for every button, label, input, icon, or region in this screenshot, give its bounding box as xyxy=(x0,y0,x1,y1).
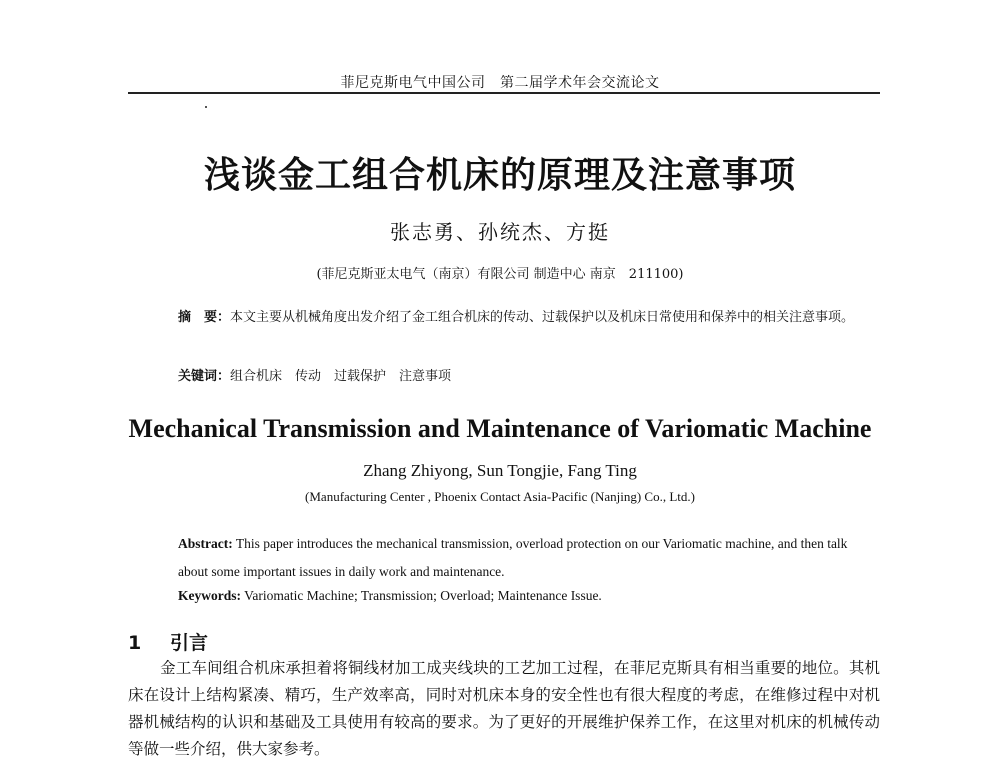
chinese-abstract xyxy=(178,305,878,330)
section-title: 引言 xyxy=(170,632,209,654)
chinese-abstract-text: 本文主要从机械角度出发介绍了金工组合机床的传动、过载保护以及机床日常使用和保养中的相关注意事项。 xyxy=(230,310,855,325)
section-heading xyxy=(128,628,208,655)
english-abstract-text: This paper introduces the mechanical transmission, overload protection on our Variomatic machine, and then talk about some important issues in daily work and maintenance. xyxy=(178,536,848,579)
chinese-title: 浅谈金工组合机床的原理及注意事项 xyxy=(203,155,796,196)
section-number: 1 xyxy=(128,632,142,654)
english-abstract xyxy=(178,530,878,586)
english-keywords-text: Variomatic Machine; Transmission; Overload; Maintenance Issue. xyxy=(241,588,602,603)
english-authors: Zhang Zhiyong, Sun Tongjie, Fang Ting xyxy=(363,461,637,480)
chinese-abstract-label: 摘 要： xyxy=(178,310,231,325)
english-abstract-label: Abstract: xyxy=(178,536,233,551)
scan-speck xyxy=(205,106,207,108)
english-keywords xyxy=(178,588,878,604)
running-header: 菲尼克斯电气中国公司 第二届学术年会交流论文 xyxy=(340,75,660,91)
chinese-keywords-text: 组合机床 传动 过载保护 注意事项 xyxy=(230,369,452,384)
english-title: Mechanical Transmission and Maintenance of Variomatic Machine xyxy=(128,414,872,443)
section-body xyxy=(128,655,880,763)
english-affiliation: (Manufacturing Center , Phoenix Contact Asia-Pacific (Nanjing) Co., Ltd.) xyxy=(305,489,695,504)
section-body-text: 金工车间组合机床承担着将铜线材加工成夹线块的工艺加工过程，在菲尼克斯具有相当重要的地位。其机床在设计上结构紧凑、精巧，生产效率高，同时对机床本身的安全性也有很大程度的考虑，在维修过程中对机器机械结构的认识和基础及工具使用有较高的要求。为了更好的开展维护保养工作，在这里对机床的机械传动等做一些介绍，供大家参考。 xyxy=(128,659,880,758)
chinese-keywords xyxy=(178,365,878,384)
chinese-affiliation: (菲尼克斯亚太电气（南京）有限公司 制造中心 南京 211100) xyxy=(316,267,684,282)
chinese-keywords-label: 关键词： xyxy=(178,369,231,384)
english-keywords-label: Keywords: xyxy=(178,588,241,603)
header-rule xyxy=(128,92,880,94)
chinese-authors: 张志勇、孙统杰、方挺 xyxy=(390,220,610,244)
